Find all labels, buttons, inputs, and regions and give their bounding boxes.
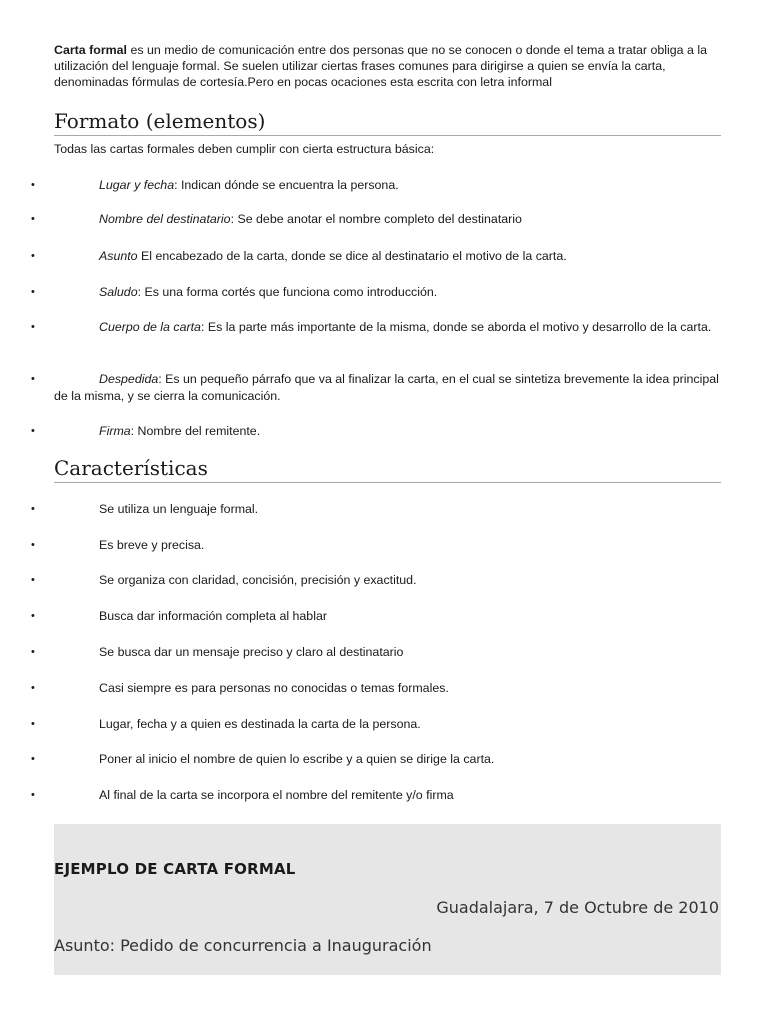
item-text: Se busca dar un mensaje preciso y claro al destinatario bbox=[99, 645, 404, 659]
example-subject: Asunto: Pedido de concurrencia a Inauguración bbox=[54, 936, 432, 955]
item-text: El encabezado de la carta, donde se dice al destinatario el motivo de la carta. bbox=[137, 249, 567, 263]
bullet-icon: • bbox=[31, 213, 35, 225]
example-title: EJEMPLO DE CARTA FORMAL bbox=[54, 860, 296, 878]
bullet-icon: • bbox=[31, 610, 35, 622]
intro-text: es un medio de comunicación entre dos personas que no se conocen o donde el tema a tratar obliga a la utilización del lenguaje formal. Se suelen utilizar ciertas frases comunes para dirigirse a quien se envía la carta, denominadas fórmulas de cortesía.Pero en pocas ocaciones esta escrita con letra informal bbox=[54, 43, 707, 89]
item-term: Cuerpo de la carta bbox=[99, 320, 201, 334]
example-date: Guadalajara, 7 de Octubre de 2010 bbox=[436, 898, 719, 917]
item-text: Es breve y precisa. bbox=[99, 538, 205, 552]
item-text: : Es un pequeño párrafo que va al finalizar la carta, en el cual se sintetiza brevemente la idea principal de la misma, y se cierra la comunicación. bbox=[54, 372, 719, 403]
item-text: Lugar, fecha y a quien es destinada la carta de la persona. bbox=[99, 717, 421, 731]
item-text: Al final de la carta se incorpora el nombre del remitente y/o firma bbox=[99, 788, 454, 802]
item-text: : Es la parte más importante de la misma, donde se aborda el motivo y desarrollo de la carta. bbox=[200, 320, 712, 334]
item-text: : Es una forma cortés que funciona como introducción. bbox=[137, 285, 438, 299]
item-term: Nombre del destinatario bbox=[99, 212, 231, 226]
bullet-icon: • bbox=[31, 718, 35, 730]
bullet-icon: • bbox=[31, 539, 35, 551]
formato-subtext: Todas las cartas formales deben cumplir con cierta estructura básica: bbox=[54, 142, 435, 156]
bullet-icon: • bbox=[31, 321, 35, 333]
bullet-icon: • bbox=[31, 753, 35, 765]
item-text: : Nombre del remitente. bbox=[130, 424, 261, 438]
item-text: Poner al inicio el nombre de quien lo escribe y a quien se dirige la carta. bbox=[99, 752, 495, 766]
bullet-icon: • bbox=[31, 286, 35, 298]
bullet-icon: • bbox=[31, 646, 35, 658]
bullet-icon: • bbox=[31, 682, 35, 694]
bullet-icon: • bbox=[31, 179, 35, 191]
item-text: Se utiliza un lenguaje formal. bbox=[99, 502, 259, 516]
bullet-icon: • bbox=[31, 373, 35, 385]
item-term: Lugar y fecha bbox=[99, 178, 175, 192]
bullet-icon: • bbox=[31, 574, 35, 586]
bullet-icon: • bbox=[31, 250, 35, 262]
intro-term: Carta formal bbox=[54, 43, 127, 57]
section-heading-formato: Formato (elementos) bbox=[54, 108, 721, 136]
section-heading-caracteristicas: Características bbox=[54, 455, 721, 483]
item-text: : Indican dónde se encuentra la persona. bbox=[174, 178, 399, 192]
bullet-icon: • bbox=[31, 425, 35, 437]
example-letter-box bbox=[54, 824, 721, 975]
bullet-icon: • bbox=[31, 503, 35, 515]
item-term: Firma bbox=[99, 424, 131, 438]
intro-paragraph bbox=[54, 43, 724, 90]
item-text: : Se debe anotar el nombre completo del destinatario bbox=[230, 212, 522, 226]
item-text: Se organiza con claridad, concisión, precisión y exactitud. bbox=[99, 573, 417, 587]
item-term: Asunto bbox=[99, 249, 138, 263]
item-term: Despedida bbox=[99, 372, 159, 386]
bullet-icon: • bbox=[31, 789, 35, 801]
item-term: Saludo bbox=[99, 285, 138, 299]
item-text: Busca dar información completa al hablar bbox=[99, 609, 327, 623]
item-text: Casi siempre es para personas no conocidas o temas formales. bbox=[99, 681, 449, 695]
